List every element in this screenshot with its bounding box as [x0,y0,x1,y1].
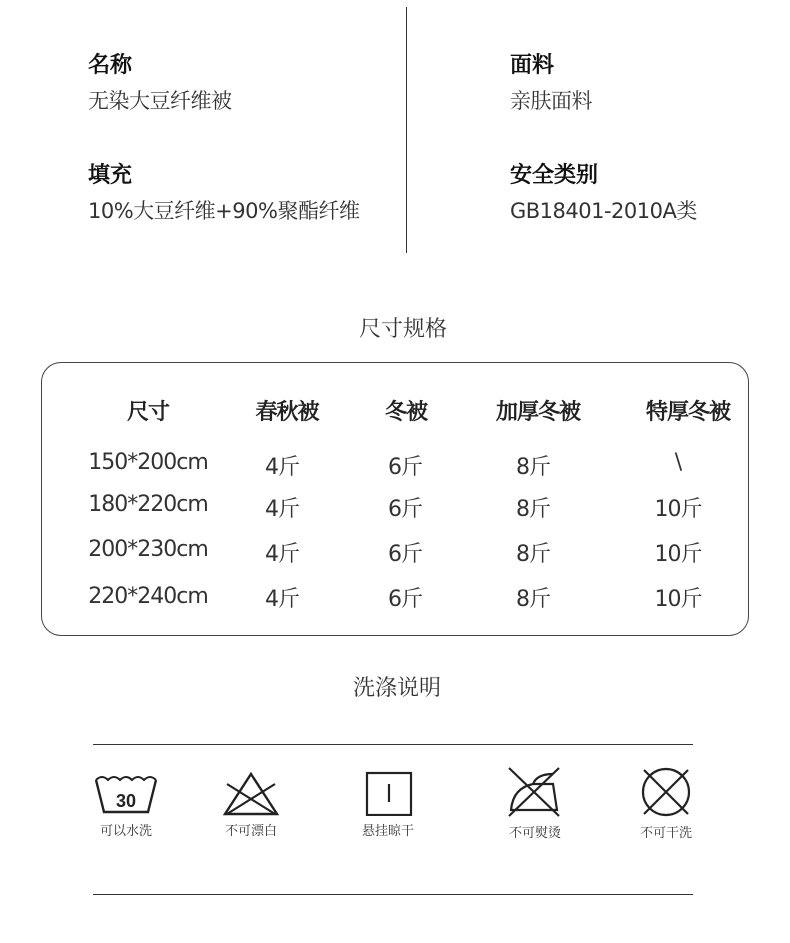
spec-value-safety: GB18401-2010A类 [510,199,697,223]
spec-value-name: 无染大豆纤维被 [88,89,232,113]
weight-cell: 6斤 [388,587,422,612]
care-item-no-dry-clean [611,766,721,841]
spec-value-fabric: 亲肤面料 [510,89,592,113]
size-cell: 150*200cm [88,450,208,475]
care-label: 不可熨烫 [508,826,561,841]
size-cell: 180*220cm [88,492,208,517]
care-section-title: 洗涤说明 [352,676,441,701]
weight-cell: 4斤 [265,542,299,567]
weight-cell: 8斤 [516,542,550,567]
spec-value-filling: 10%大豆纤维+90%聚酯纤维 [88,199,360,223]
size-table [41,362,749,636]
size-table-header: 尺寸 [126,400,169,425]
care-top-divider [93,744,693,745]
care-item-hang-dry [333,770,443,839]
care-label: 悬挂晾干 [361,824,414,839]
weight-cell: 10斤 [654,542,702,567]
care-label: 不可干洗 [639,826,692,841]
care-label: 不可漂白 [224,824,277,839]
no-dry-clean-icon [634,766,698,818]
weight-cell: \ [674,450,682,475]
weight-cell: 8斤 [516,587,550,612]
spec-label-name: 名称 [88,53,133,78]
care-item-no-iron [480,766,590,841]
size-table-header: 加厚冬被 [495,400,580,425]
no-bleach-icon [219,770,283,816]
care-bottom-divider [93,894,693,895]
size-section-title: 尺寸规格 [358,317,447,342]
size-cell: 200*230cm [88,537,208,562]
no-iron-icon [503,766,567,818]
care-item-no-bleach [196,770,306,839]
size-table-header: 春秋被 [255,400,319,425]
spec-label-fabric: 面料 [510,53,555,78]
weight-cell: 6斤 [388,497,422,522]
wash-30-icon [94,770,158,816]
weight-cell: 10斤 [654,587,702,612]
wash-temp-text: 30 [115,791,137,811]
weight-cell: 8斤 [516,455,550,480]
weight-cell: 6斤 [388,542,422,567]
weight-cell: 4斤 [265,455,299,480]
size-table-header: 特厚冬被 [645,400,730,425]
spec-label-safety: 安全类别 [510,163,599,188]
hang-dry-icon [356,770,420,816]
spec-label-filling: 填充 [88,163,133,188]
size-table-header: 冬被 [384,400,427,425]
weight-cell: 10斤 [654,497,702,522]
size-cell: 220*240cm [88,584,208,609]
weight-cell: 4斤 [265,587,299,612]
weight-cell: 6斤 [388,455,422,480]
care-label: 可以水洗 [99,824,152,839]
weight-cell: 8斤 [516,497,550,522]
spec-divider [406,7,407,253]
care-item-wash [71,770,181,839]
weight-cell: 4斤 [265,497,299,522]
